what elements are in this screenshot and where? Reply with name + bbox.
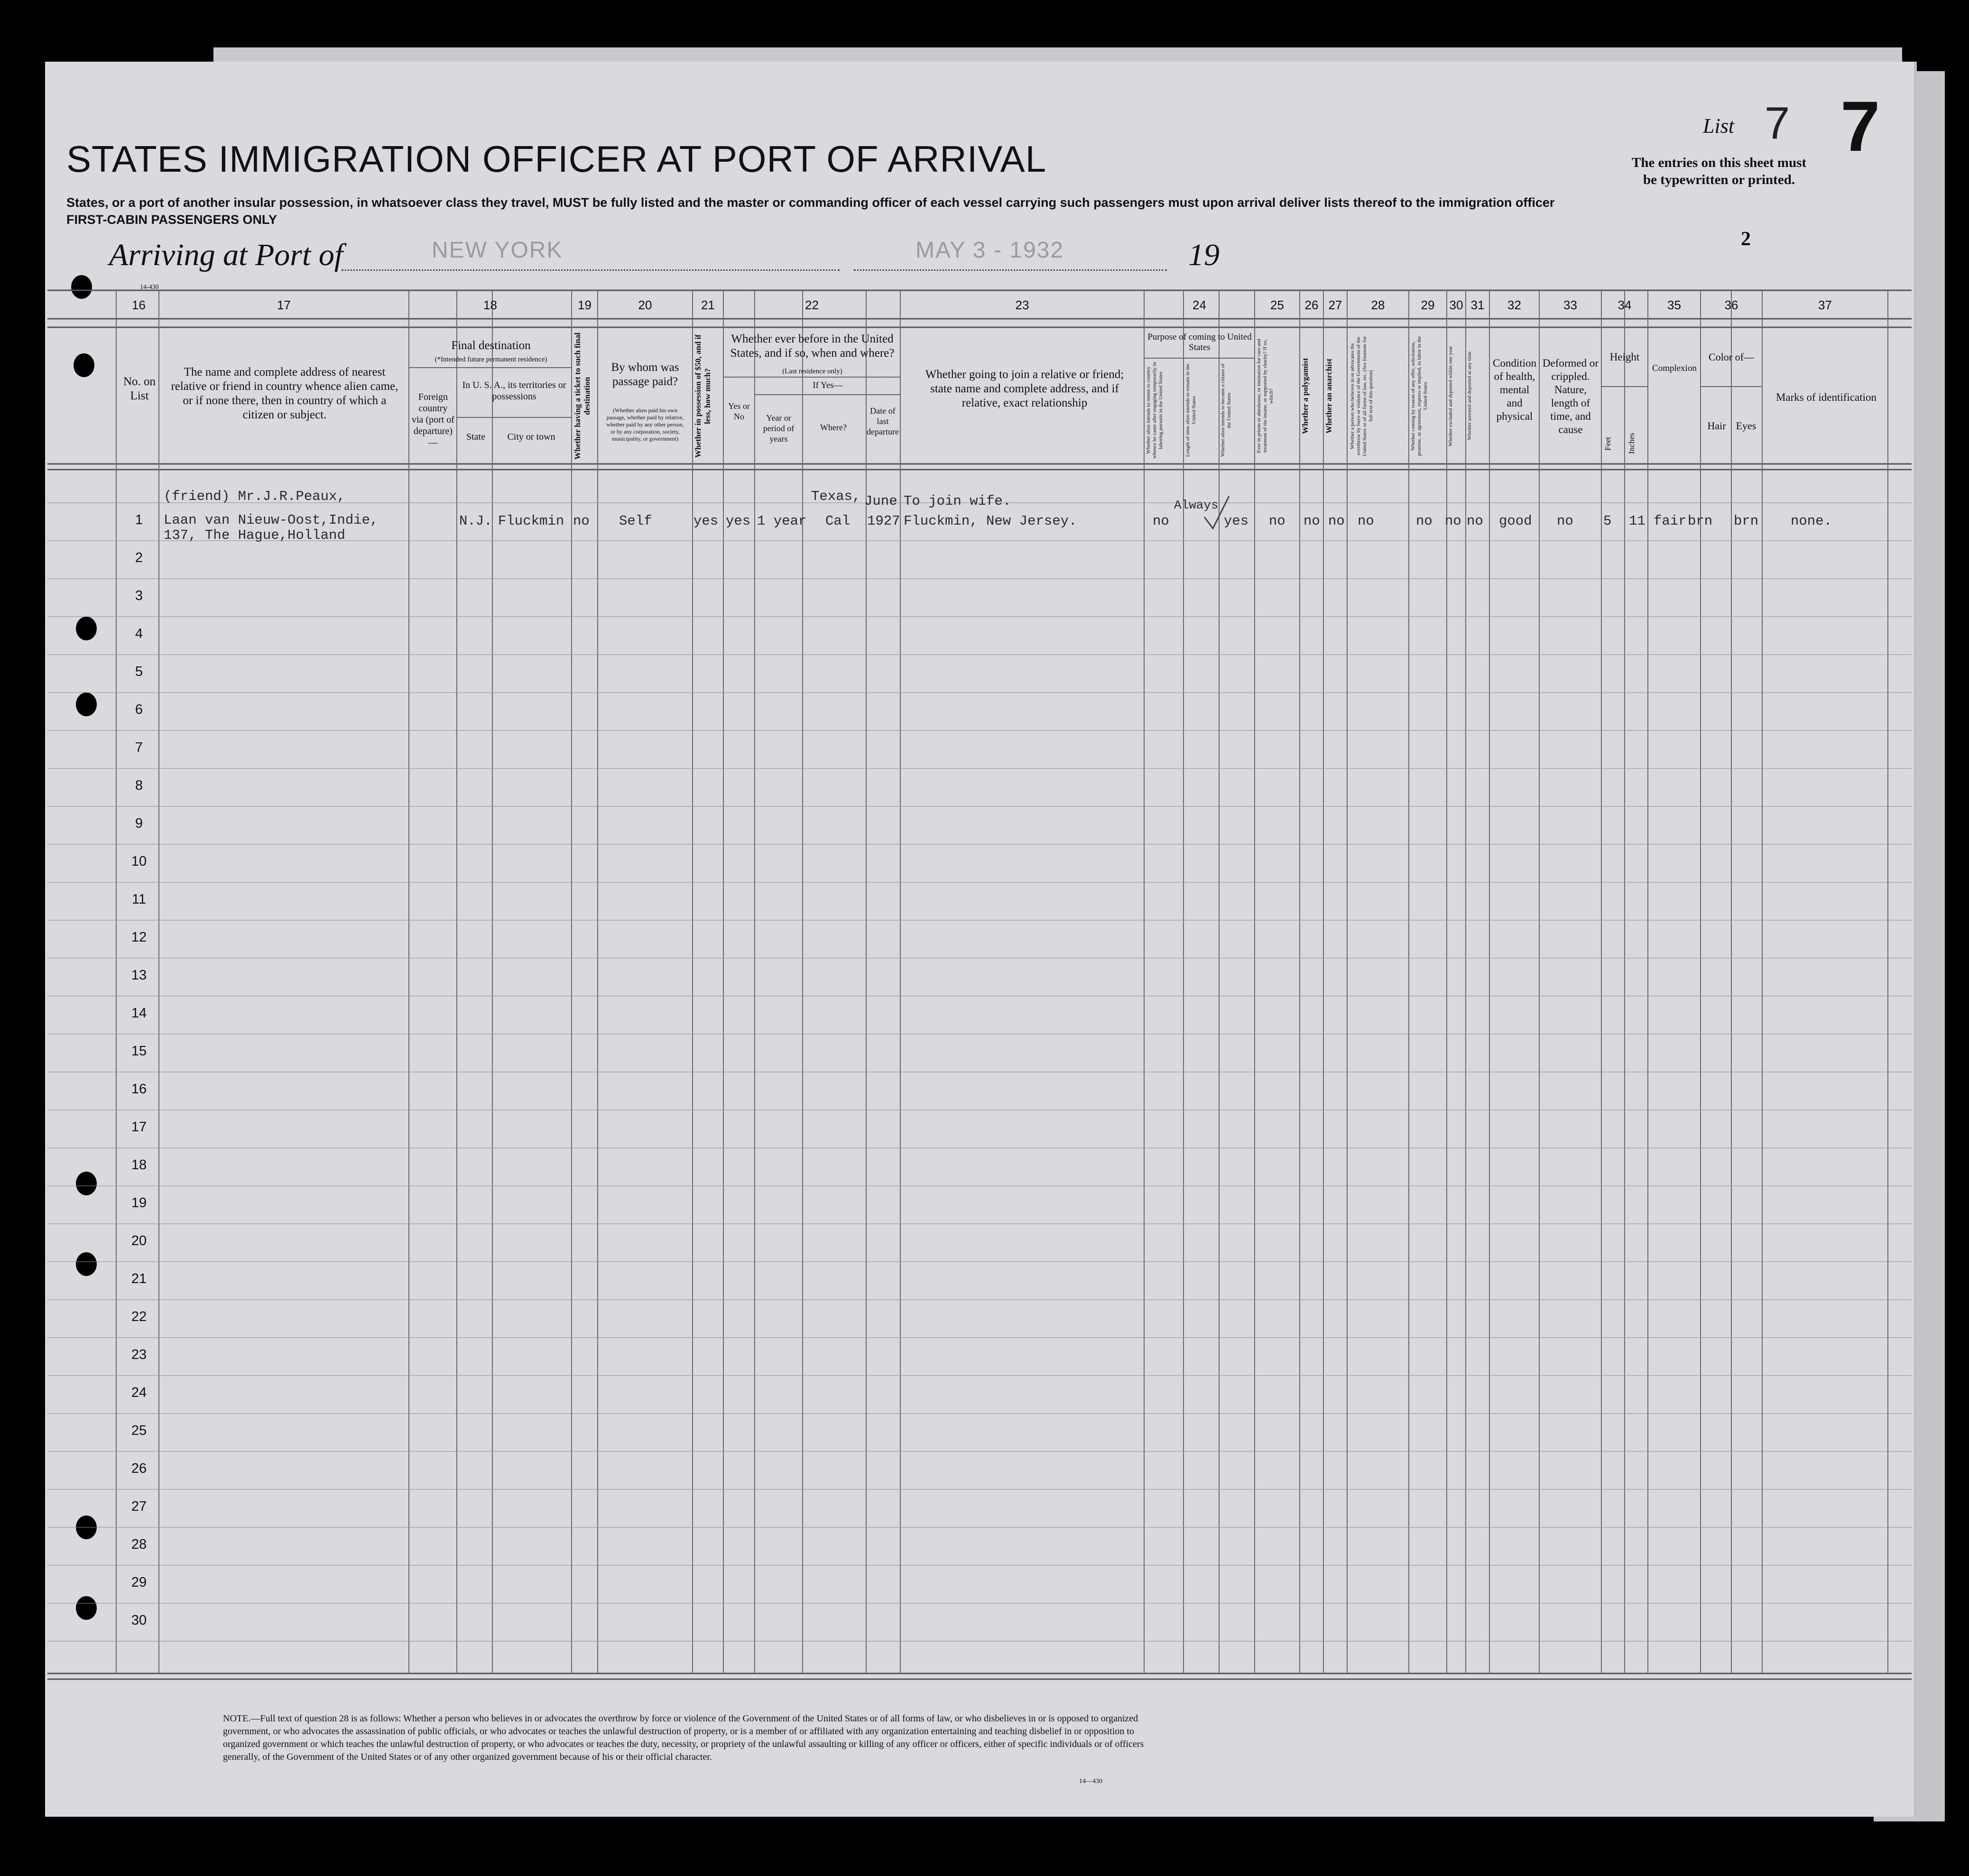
header-before-in-us: Whether ever before in the United States, and if so, when and where? bbox=[730, 333, 895, 360]
entry-departure-line2: 1927 bbox=[867, 513, 900, 529]
arriving-label: Arriving at Port of bbox=[109, 238, 343, 272]
entry-feet: 5 bbox=[1603, 513, 1612, 529]
entry-arrested: no bbox=[1467, 513, 1483, 529]
entry-state: N.J. bbox=[459, 513, 492, 529]
header-passage-paid-sub: (Whether alien paid his own passage, whether paid by relative, whether paid by any other person, or by any corporation, society, municipality, or government) bbox=[606, 407, 684, 442]
column-number: 24 bbox=[1192, 298, 1206, 312]
punch-hole bbox=[76, 1596, 97, 1620]
entry-relative-line3: 137, The Hague,Holland bbox=[164, 527, 345, 543]
column-number: 23 bbox=[1015, 298, 1029, 312]
row-number: 3 bbox=[135, 588, 143, 603]
header-excluded: Whether excluded and deported within one year bbox=[1448, 346, 1453, 446]
header-hair: Hair bbox=[1707, 420, 1726, 432]
row-number: 25 bbox=[131, 1423, 147, 1438]
row-number: 1 bbox=[135, 512, 143, 527]
entry-relative-line2: Laan van Nieuw-Oost,Indie, bbox=[164, 512, 379, 528]
header-city: City or town bbox=[507, 432, 555, 442]
row-number: 17 bbox=[131, 1119, 147, 1135]
list-label: List bbox=[1703, 114, 1735, 138]
header-join-relative: Whether going to join a relative or friend; state name and complete address, and if relative, exact relationship bbox=[925, 368, 1124, 409]
header-where: Where? bbox=[820, 423, 847, 432]
column-number: 31 bbox=[1470, 298, 1485, 312]
row-number: 30 bbox=[131, 1613, 147, 1628]
entry-city: Fluckmin bbox=[498, 513, 564, 529]
list-number-handwritten: 7 bbox=[1765, 98, 1790, 148]
row-number: 12 bbox=[131, 930, 147, 945]
manifest-sheet bbox=[45, 62, 1917, 1817]
header-feet: Feet bbox=[1603, 436, 1612, 451]
form-code: 14-430 bbox=[140, 284, 159, 291]
row-number: 14 bbox=[131, 1006, 147, 1021]
row-number: 4 bbox=[135, 626, 143, 641]
row-number: 24 bbox=[131, 1385, 147, 1400]
entry-overthrow: no bbox=[1358, 513, 1374, 529]
entry-ticket: no bbox=[573, 513, 590, 529]
punch-hole bbox=[76, 1172, 97, 1195]
entry-departure-line1: June bbox=[864, 493, 897, 509]
row-number: 16 bbox=[131, 1081, 147, 1097]
column-number: 22 bbox=[805, 298, 819, 312]
header-anarchist: Whether an anarchist bbox=[1324, 358, 1333, 434]
punch-hole bbox=[71, 275, 92, 299]
date-line bbox=[854, 269, 1167, 271]
entry-polygamist: no bbox=[1303, 513, 1320, 529]
header-if-yes: If Yes— bbox=[813, 380, 843, 390]
header-arrested: Whether arrested and deported at any time bbox=[1467, 351, 1472, 441]
punch-hole bbox=[76, 1252, 97, 1276]
entry-return-intent: no bbox=[1153, 513, 1169, 529]
sheet-number: 2 bbox=[1741, 228, 1751, 250]
row-number: 19 bbox=[131, 1195, 147, 1211]
typewritten-note bbox=[1632, 154, 1806, 188]
row-number: 10 bbox=[131, 854, 147, 869]
header-in-usa: In U. S. A., its territories or possessions bbox=[462, 380, 566, 402]
header-date-departure: Date of last departure bbox=[867, 406, 899, 436]
entry-length-of-stay: Always bbox=[1174, 498, 1219, 512]
row-number: 13 bbox=[131, 968, 147, 983]
entry-hair: brn bbox=[1688, 513, 1713, 529]
column-number: 29 bbox=[1421, 298, 1435, 312]
entry-health: good bbox=[1499, 513, 1532, 529]
header-labor-offer: Whether coming by reason of any offer, solicitation, promise, or agreement, express or implied, to labor in the United States bbox=[1410, 336, 1428, 456]
header-before-in-us-sub: (Last residence only) bbox=[782, 368, 842, 375]
header-height: Height bbox=[1609, 351, 1640, 363]
row-number: 5 bbox=[135, 664, 143, 679]
header-marks: Marks of identification bbox=[1775, 391, 1877, 403]
column-number: 30 bbox=[1449, 298, 1463, 312]
entry-passage-paid: Self bbox=[619, 513, 652, 529]
column-number: 20 bbox=[638, 298, 652, 312]
row-number: 29 bbox=[131, 1575, 147, 1590]
row-number: 28 bbox=[131, 1537, 147, 1552]
header-inches: Inches bbox=[1627, 433, 1636, 454]
row-number: 9 bbox=[135, 816, 143, 831]
column-number: 18 bbox=[483, 298, 497, 312]
header-prison: Ever in prison or almshouse, or institution for care and treatment of the insane, or supported by charity? If so, which? bbox=[1256, 339, 1274, 453]
row-number: 22 bbox=[131, 1309, 147, 1324]
entry-inches: 11 bbox=[1629, 513, 1645, 529]
entry-complexion: fair bbox=[1654, 513, 1687, 529]
column-number: 21 bbox=[701, 298, 715, 312]
column-number: 37 bbox=[1818, 298, 1832, 312]
punch-hole bbox=[76, 693, 97, 716]
header-polygamist: Whether a polygamist bbox=[1301, 358, 1310, 434]
form-class-label: FIRST-CABIN PASSENGERS ONLY bbox=[66, 213, 277, 227]
header-foreign-country: Foreign country via (port of departure)— bbox=[412, 392, 454, 448]
entry-labor-offer: no bbox=[1416, 513, 1433, 529]
column-number: 17 bbox=[277, 298, 291, 312]
header-no-on-list: No. on List bbox=[123, 375, 156, 402]
header-deformed: Deformed or crippled. Nature, length of time, and cause bbox=[1542, 357, 1599, 435]
column-number: 25 bbox=[1270, 298, 1284, 312]
column-number: 32 bbox=[1507, 298, 1521, 312]
header-relative-address: The name and complete address of nearest relative or friend in country whence alien came, or if none there, then in country of which a citizen or subject. bbox=[171, 366, 398, 421]
header-purpose-citizen: Whether alien intends to become a citizen of the United States bbox=[1220, 363, 1232, 457]
footnote-question-28: NOTE.—Full text of question 28 is as follows: Whether a person who believes in or advocates the overthrow by force or violence of the Government of the United States or of all forms of law, or who disbelieves in or is opposed to organized government, or who advocates the assassination of public officials, or who advocates or teaches the unlawful destruction of property, or is a member of or affiliated with any organization entertaining and teaching disbelief in or opposition to organized government or which teaches the unlawful destruction of property, or who advocates or teaches the duty, necessity, or propriety of the unlawful assaulting or killing of any officer or officers, either of specific individuals or of officers generally, of the Government of the United States or of any other organized government because of his or their official character. bbox=[223, 1713, 1144, 1762]
entry-eyes: brn bbox=[1734, 513, 1759, 529]
header-purpose: Purpose of coming to United States bbox=[1147, 332, 1252, 352]
row-number: 21 bbox=[131, 1271, 147, 1286]
header-final-destination-sub: (*Intended future permanent residence) bbox=[434, 356, 547, 363]
row-number: 23 bbox=[131, 1347, 147, 1362]
row-number: 7 bbox=[135, 740, 143, 755]
list-number-large: 7 bbox=[1840, 86, 1880, 166]
typewritten-note-line1: The entries on this sheet must bbox=[1632, 155, 1807, 170]
entry-fifty-dollars: yes bbox=[693, 513, 719, 529]
typewritten-note-line2: be typewritten or printed. bbox=[1643, 172, 1795, 187]
entry-become-citizen: yes bbox=[1224, 513, 1249, 529]
entry-deformed: no bbox=[1557, 513, 1573, 529]
header-color-of: Color of— bbox=[1709, 351, 1754, 363]
entry-anarchist: no bbox=[1328, 513, 1345, 529]
header-overthrow: Whether a person who believes in or advocates the overthrow by force or violence of the Government of the United States or of all forms of law, etc. (See footnote for full text of this question) bbox=[1350, 336, 1374, 456]
form-instruction: States, or a port of another insular possession, in whatsoever class they travel, MUST be fully listed and the master or commanding officer of each vessel carrying such passengers must upon arrival deliver lists thereof to the immigration officer bbox=[66, 195, 1555, 210]
row-number: 26 bbox=[131, 1461, 147, 1476]
entry-excluded: no bbox=[1445, 513, 1461, 529]
row-number: 15 bbox=[131, 1044, 147, 1059]
row-number: 18 bbox=[131, 1157, 147, 1173]
footnote-form-code: 14—430 bbox=[1079, 1778, 1102, 1785]
header-purpose-length: Length of time alien intends to remain in the United States bbox=[1185, 363, 1197, 457]
header-fifty-dollars: Whether in possession of $50, and if less, how much? bbox=[693, 334, 712, 458]
column-number: 16 bbox=[132, 298, 146, 312]
row-number: 8 bbox=[135, 778, 143, 793]
header-final-destination: Final destination bbox=[451, 339, 531, 352]
entry-where-line2: Cal bbox=[825, 513, 850, 529]
column-number: 28 bbox=[1371, 298, 1385, 312]
header-state: State bbox=[466, 432, 485, 442]
entry-period: 1 year bbox=[757, 513, 807, 529]
header-eyes: Eyes bbox=[1736, 420, 1756, 432]
punch-hole bbox=[76, 617, 97, 640]
entry-join-line1: To join wife. bbox=[904, 493, 1011, 509]
row-number: 6 bbox=[135, 702, 143, 717]
column-number: 26 bbox=[1304, 298, 1319, 312]
row-number: 27 bbox=[131, 1499, 147, 1514]
entry-prison: no bbox=[1269, 513, 1285, 529]
column-number: 34 bbox=[1618, 298, 1632, 312]
column-number: 33 bbox=[1563, 298, 1577, 312]
header-purpose-return: Whether alien intends to return to country whence he came after engaging temporarily in laboring pursuits in the United States bbox=[1146, 362, 1164, 459]
column-number: 35 bbox=[1667, 298, 1681, 312]
form-title: STATES IMMIGRATION OFFICER AT PORT OF ARRIVAL bbox=[66, 138, 1047, 180]
row-number: 20 bbox=[131, 1233, 147, 1248]
entry-marks: none. bbox=[1791, 513, 1832, 529]
header-yes-or-no: Yes or No bbox=[728, 401, 750, 421]
entry-join-line2: Fluckmin, New Jersey. bbox=[904, 513, 1077, 529]
port-line bbox=[342, 269, 840, 271]
entry-before-in-us: yes bbox=[726, 513, 751, 529]
year-prefix: 19 bbox=[1188, 238, 1220, 272]
header-period: Year or period of years bbox=[763, 413, 795, 444]
entry-relative-line1: (friend) Mr.J.R.Peaux, bbox=[164, 489, 345, 504]
column-number: 19 bbox=[578, 298, 592, 312]
punch-hole bbox=[74, 353, 94, 377]
header-complexion: Complexion bbox=[1652, 363, 1697, 373]
port-stamp: NEW YORK bbox=[432, 238, 563, 263]
row-number: 11 bbox=[131, 892, 147, 907]
entry-where-line1: Texas, bbox=[811, 489, 861, 504]
row-number: 2 bbox=[135, 550, 143, 565]
date-stamp: MAY 3 - 1932 bbox=[915, 238, 1064, 263]
header-ticket: Whether having a ticket to such final destination bbox=[573, 333, 592, 460]
column-number: 36 bbox=[1724, 298, 1738, 312]
header-health: Condition of health, mental and physical bbox=[1492, 357, 1536, 422]
column-number: 27 bbox=[1328, 298, 1342, 312]
punch-hole bbox=[76, 1516, 97, 1539]
header-passage-paid: By whom was passage paid? bbox=[611, 361, 679, 388]
